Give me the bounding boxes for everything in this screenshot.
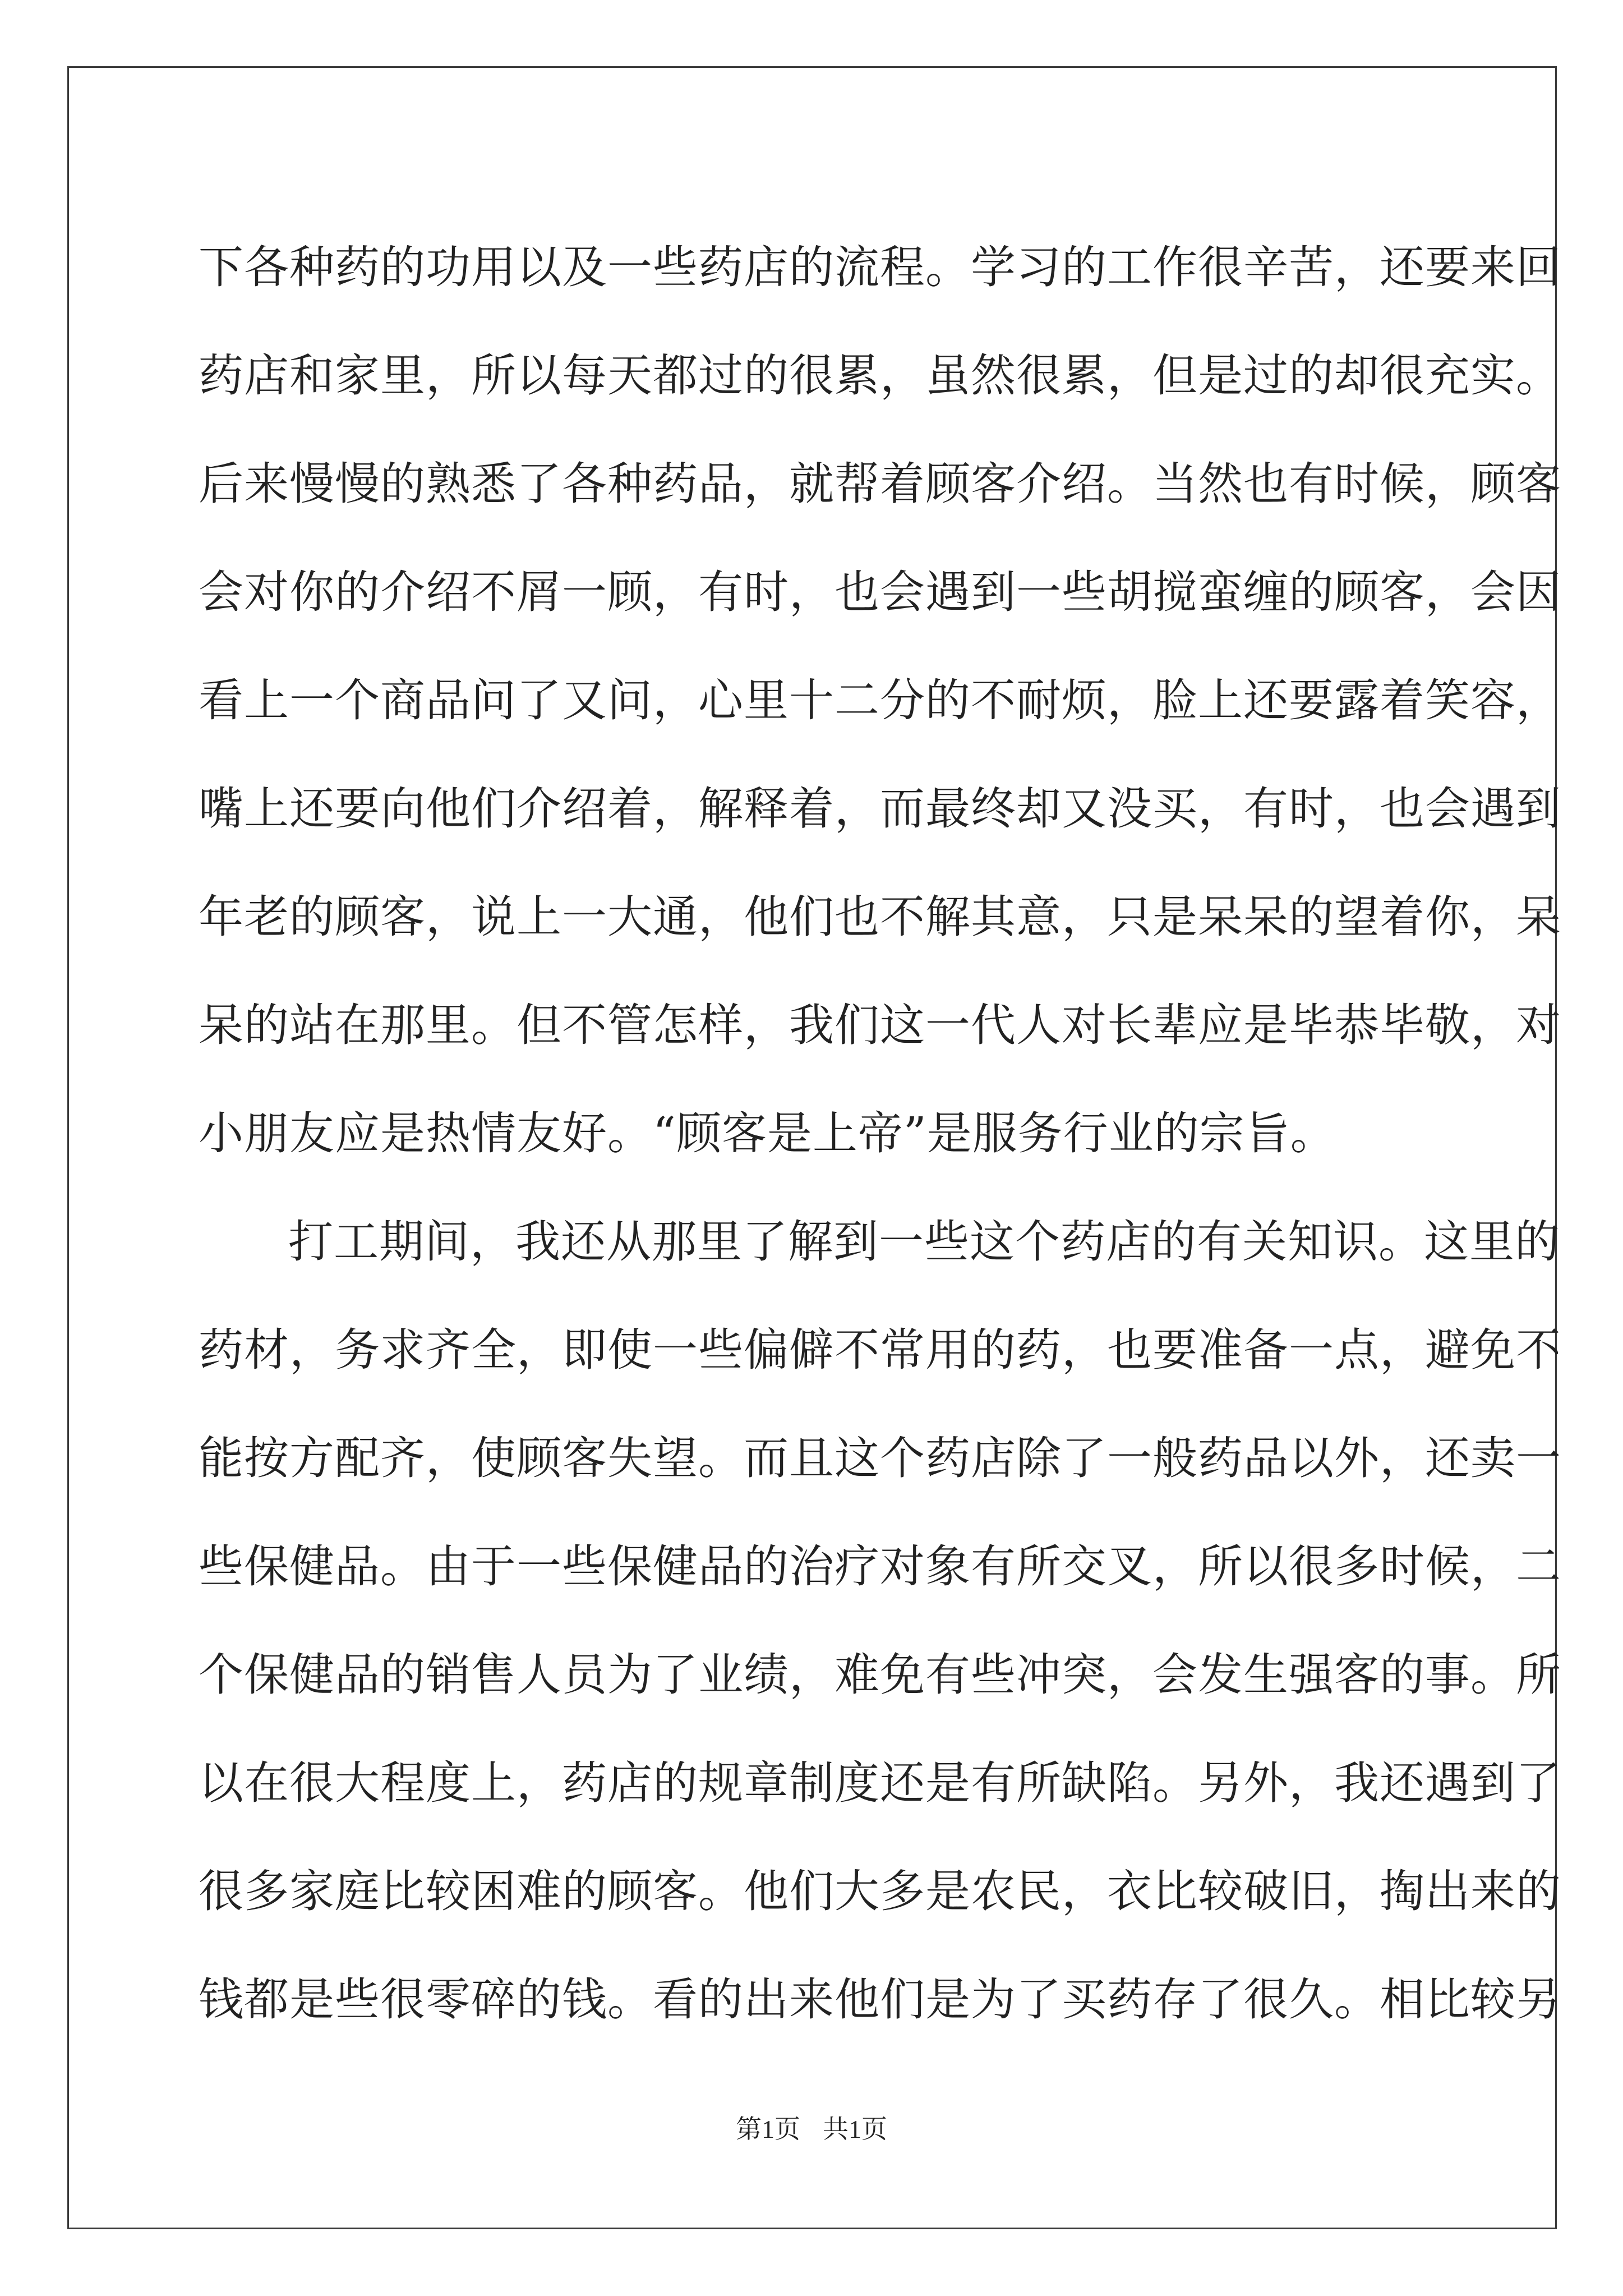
- text-line: 看上一个商品问了又问，心里十二分的不耐烦，脸上还要露着笑容，: [199, 674, 1561, 726]
- page-total: 共1页: [823, 2115, 887, 2143]
- text-line: 药材，务求齐全，即使一些偏僻不常用的药，也要准备一点，避免不: [199, 1324, 1561, 1376]
- text-line: 很多家庭比较困难的顾客。他们大多是农民，衣比较破旧，掏出来的: [199, 1865, 1561, 1917]
- text-line: 药店和家里，所以每天都过的很累，虽然很累，但是过的却很充实。: [199, 349, 1561, 402]
- text-line: 后来慢慢的熟悉了各种药品，就帮着顾客介绍。当然也有时候，顾客: [199, 458, 1561, 510]
- text-line: 会对你的介绍不屑一顾，有时，也会遇到一些胡搅蛮缠的顾客，会因: [199, 566, 1561, 618]
- document-body: [199, 213, 1561, 2054]
- text-line: 能按方配齐，使顾客失望。而且这个药店除了一般药品以外，还卖一: [199, 1432, 1561, 1484]
- page-number: 第1页: [736, 2115, 800, 2143]
- paragraph-start-line: 打工期间，我还从那里了解到一些这个药店的有关知识。这里的: [288, 1216, 1560, 1268]
- text-line: 钱都是些很零碎的钱。看的出来他们是为了买药存了很久。相比较另: [199, 1973, 1561, 2026]
- text-line: 嘴上还要向他们介绍着，解释着，而最终却又没买，有时，也会遇到: [199, 783, 1561, 835]
- text-line: 下各种药的功用以及一些药店的流程。学习的工作很辛苦，还要来回: [199, 241, 1561, 293]
- text-line: 呆的站在那里。但不管怎样，我们这一代人对长辈应是毕恭毕敬，对: [199, 999, 1561, 1051]
- text-line: 年老的顾客，说上一大通，他们也不解其意，只是呆呆的望着你，呆: [199, 891, 1561, 943]
- text-line: 些保健品。由于一些保健品的治疗对象有所交叉，所以很多时候，二: [199, 1540, 1561, 1593]
- page-footer: [0, 2113, 1623, 2146]
- paragraph-end-line: 小朋友应是热情友好。“顾客是上帝”是服务行业的宗旨。: [199, 1107, 1336, 1159]
- text-line: 个保健品的销售人员为了业绩，难免有些冲突，会发生强客的事。所: [199, 1649, 1561, 1701]
- text-line: 以在很大程度上，药店的规章制度还是有所缺陷。另外，我还遇到了: [199, 1757, 1561, 1809]
